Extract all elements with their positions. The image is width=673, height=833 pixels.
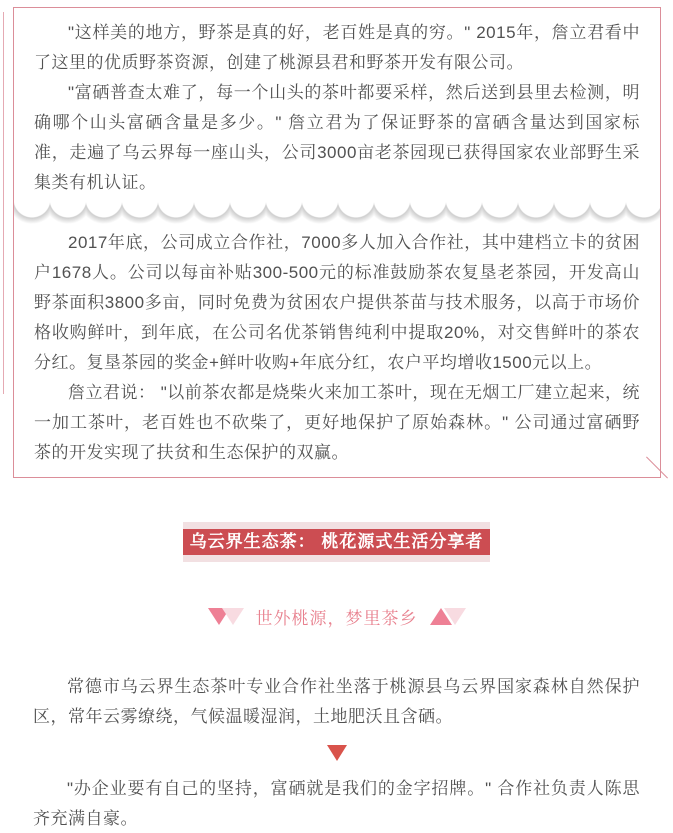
down-triangle-divider-icon — [327, 745, 347, 761]
article-paragraph: 詹立君说： "以前茶农都是烧柴火来加工茶叶，现在无烟工厂建立起来，统一加工茶叶，老百姓也不砍柴了，更好地保护了原始森林。" 公司通过富硒野茶的开发实现了扶贫和生态保护的双赢。 — [34, 383, 640, 462]
triangle-down-light-icon — [222, 608, 244, 625]
article-paragraph: 常德市乌云界生态茶叶专业合作社坐落于桃源县乌云界国家森林自然保护区，常年云雾缭绕，气候温暖湿润，土地肥沃且含硒。 — [33, 677, 640, 726]
article-paragraph: "富硒普查太难了，每一个山头的茶叶都要采样，然后送到县里去检测，明确哪个山头富硒含量是多少。" 詹立君为了保证野茶的富硒含量达到国家标准，走遍了乌云界每一座山头，公司3000亩老茶园现已获得国家农业部野生采集类有机认证。 — [34, 83, 640, 192]
scallop-divider — [14, 202, 660, 224]
section-banner — [183, 522, 491, 562]
corner-slash-decoration — [646, 457, 668, 479]
section-subtitle-row — [0, 604, 673, 629]
article-paragraph: "这样美的地方，野茶是真的好，老百姓是真的穷。" 2015年，詹立君看中了这里的优质野茶资源，创建了桃源县君和野茶开发有限公司。 — [34, 23, 640, 72]
section-subtitle: 世外桃源，梦里茶乡 — [255, 609, 418, 628]
article-page — [0, 7, 673, 833]
quote-box — [13, 7, 661, 478]
article-paragraph: "办企业要有自己的坚持，富硒就是我们的金字招牌。" 合作社负责人陈思齐充满自豪。 — [33, 779, 640, 828]
section-banner-title: 乌云界生态茶： 桃花源式生活分享者 — [183, 529, 491, 555]
article-paragraph: 2017年底，公司成立合作社，7000多人加入合作社，其中建档立卡的贫困户1678人。公司以每亩补贴300-500元的标准鼓励茶农复垦老茶园，开发高山野茶面积3800多亩，同时免费为贫困农户提供茶苗与技术服务，以高于市场价格收购鲜叶，到年底，在公司名优茶销售纯利中提取20%，对交售鲜叶的茶农分红。复垦茶园的奖金+鲜叶收购+年底分红，农户平均增收1500元以上。 — [34, 233, 640, 372]
outer-border-line — [3, 12, 4, 394]
triangle-down-light-icon — [444, 608, 466, 625]
